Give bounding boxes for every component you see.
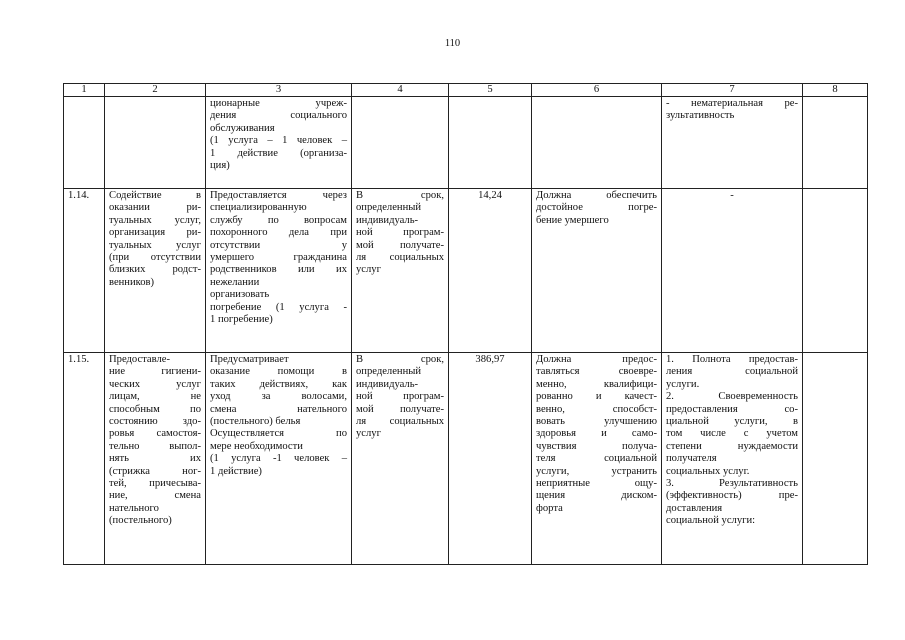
cell-line: ной програм-: [356, 227, 444, 239]
service-name-cell: [105, 97, 206, 189]
cell-line: оказании ри-: [109, 202, 201, 214]
cell-line: (эффективность) пре-: [666, 490, 798, 502]
cell-line: ной програм-: [356, 391, 444, 403]
cell-line: услуги, устранить: [536, 465, 657, 477]
service-conditions-cell: [532, 353, 662, 565]
service-note-cell: [803, 189, 868, 353]
cell-line: ления социальной: [666, 366, 798, 378]
cell-line: обслуживания: [210, 122, 275, 134]
service-conditions-cell: [532, 189, 662, 353]
cell-line: организовать: [210, 289, 270, 301]
cell-line: форта: [536, 502, 563, 514]
cell-line: погребение (1 услуга -: [210, 301, 347, 313]
cell-line: ровья самостоя-: [109, 428, 201, 440]
service-description-cell: [206, 353, 352, 565]
column-header: 6: [532, 84, 662, 97]
cell-line: неприятные ощу-: [536, 478, 657, 490]
cell-line: здоровья и само-: [536, 428, 657, 440]
cell-line: туальных услуг: [109, 239, 201, 251]
column-header: 5: [449, 84, 532, 97]
table-row: [64, 353, 868, 565]
cell-line: Должна предос-: [536, 354, 657, 365]
cell-line: доставления: [666, 502, 723, 514]
cell-line: получателя: [666, 453, 717, 465]
cell-line: родственников или их: [210, 264, 347, 276]
cell-line: способным по: [109, 403, 201, 415]
column-header: 4: [352, 84, 449, 97]
cell-line: близких родст-: [109, 264, 201, 276]
cell-line: 3. Результативность: [666, 478, 798, 490]
cell-line: мой получате-: [356, 403, 444, 415]
cell-line: службу по вопросам: [210, 214, 347, 226]
cell-line: том числе с учетом: [666, 428, 798, 440]
cell-line: таких действиях, как: [210, 378, 347, 390]
service-price-cell: [449, 97, 532, 189]
cell-line: Предоставляется через: [210, 190, 347, 201]
cell-line: Предусматривает: [210, 354, 289, 365]
cell-line: достойное погре-: [536, 202, 657, 214]
service-term-cell: [352, 353, 449, 565]
cell-line: ля социальных: [356, 416, 444, 428]
cell-line: отсутствии у: [210, 239, 347, 251]
service-indicators-cell: [662, 97, 803, 189]
cell-line: ционарные учреж-: [210, 98, 347, 109]
table-row: [64, 97, 868, 189]
cell-line: состоянию здо-: [109, 416, 201, 428]
cell-line: степени нуждаемости: [666, 440, 798, 452]
cell-line: щения диском-: [536, 490, 657, 502]
column-header: 2: [105, 84, 206, 97]
cell-line: социальных услуг.: [666, 465, 750, 477]
cell-line: нежелании: [210, 276, 260, 288]
cell-line: тельно выпол-: [109, 440, 201, 452]
service-conditions-cell: [532, 97, 662, 189]
cell-line: оказание помощи в: [210, 366, 347, 378]
service-term-cell: [352, 189, 449, 353]
cell-line: дения социального: [210, 110, 347, 122]
cell-line: ческих услуг: [109, 378, 201, 390]
cell-line: смена нательного: [210, 403, 347, 415]
column-header: 1: [64, 84, 105, 97]
cell-line: нять их: [109, 453, 201, 465]
cell-line: зультативность: [666, 110, 735, 122]
cell-line: теля социальной: [536, 453, 657, 465]
cell-line: Осуществляется по: [210, 428, 347, 440]
service-indicators-cell: [662, 353, 803, 565]
cell-line: специализированную: [210, 202, 307, 214]
cell-line: 1 погребение): [210, 314, 273, 326]
cell-line: (при отсутствии: [109, 252, 201, 264]
cell-line: венников): [109, 276, 155, 288]
cell-line: тавляться своевре-: [536, 366, 657, 378]
cell-line: рованно и качест-: [536, 391, 657, 403]
service-indicators-cell: -: [662, 189, 803, 353]
cell-line: организация ри-: [109, 227, 201, 239]
cell-line: В срок,: [356, 354, 444, 365]
cell-line: 2. Своевременность: [666, 391, 798, 403]
cell-line: - нематериальная ре-: [666, 98, 798, 109]
service-price-cell: 386,97: [449, 353, 532, 565]
cell-line: венно, способст-: [536, 403, 657, 415]
cell-line: вовать улучшению: [536, 416, 657, 428]
cell-line: циальной услуги, в: [666, 416, 798, 428]
cell-line: Должна обеспечить: [536, 190, 657, 201]
cell-line: 1. Полнота предостав-: [666, 354, 798, 365]
cell-line: индивидуаль-: [356, 378, 419, 390]
page-number: 110: [444, 38, 461, 49]
cell-line: 1 действие (организа-: [210, 147, 347, 159]
cell-line: тей, причесыва-: [109, 478, 201, 490]
cell-line: определенный: [356, 202, 422, 214]
service-term-cell: [352, 97, 449, 189]
cell-line: ция): [210, 160, 230, 172]
table-row: [64, 189, 868, 353]
service-name-cell: [105, 189, 206, 353]
cell-line: услуг: [356, 264, 381, 276]
cell-line: туальных услуг,: [109, 214, 201, 226]
cell-line: В срок,: [356, 190, 444, 201]
column-header: 3: [206, 84, 352, 97]
cell-line: услуги.: [666, 378, 700, 390]
column-number-row: [64, 84, 868, 97]
service-note-cell: [803, 97, 868, 189]
cell-line: Содействие в: [109, 190, 201, 201]
services-table: [63, 83, 868, 565]
cell-line: социальной услуги:: [666, 515, 756, 527]
cell-line: определенный: [356, 366, 422, 378]
service-number-cell: [64, 97, 105, 189]
cell-line: чувствия получа-: [536, 440, 657, 452]
cell-line: (1 услуга – 1 человек –: [210, 135, 347, 147]
cell-line: услуг: [356, 428, 381, 440]
cell-line: мой получате-: [356, 239, 444, 251]
service-name-cell: [105, 353, 206, 565]
service-number-cell: 1.15.: [64, 353, 105, 565]
cell-line: ние, смена: [109, 490, 201, 502]
cell-line: похоронного дела при: [210, 227, 347, 239]
cell-line: индивидуаль-: [356, 214, 419, 226]
cell-line: Предоставле-: [109, 354, 171, 365]
service-price-cell: 14,24: [449, 189, 532, 353]
cell-line: (постельного) белья: [210, 416, 301, 428]
cell-line: уход за волосами,: [210, 391, 347, 403]
service-number-cell: 1.14.: [64, 189, 105, 353]
service-description-cell: [206, 189, 352, 353]
cell-line: предоставления со-: [666, 403, 798, 415]
cell-line: бение умершего: [536, 214, 609, 226]
cell-line: (постельного): [109, 515, 172, 527]
service-description-cell: [206, 97, 352, 189]
cell-line: ля социальных: [356, 252, 444, 264]
cell-line: (1 услуга -1 человек –: [210, 453, 347, 465]
cell-line: мере необходимости: [210, 440, 303, 452]
cell-line: ние гигиени-: [109, 366, 201, 378]
cell-line: лицам, не: [109, 391, 201, 403]
cell-line: 1 действие): [210, 465, 262, 477]
cell-line: менно, квалифици-: [536, 378, 657, 390]
cell-line: (стрижка ног-: [109, 465, 201, 477]
cell-line: нательного: [109, 502, 159, 514]
service-note-cell: [803, 353, 868, 565]
column-header: 7: [662, 84, 803, 97]
column-header: 8: [803, 84, 868, 97]
cell-line: умершего гражданина: [210, 252, 347, 264]
